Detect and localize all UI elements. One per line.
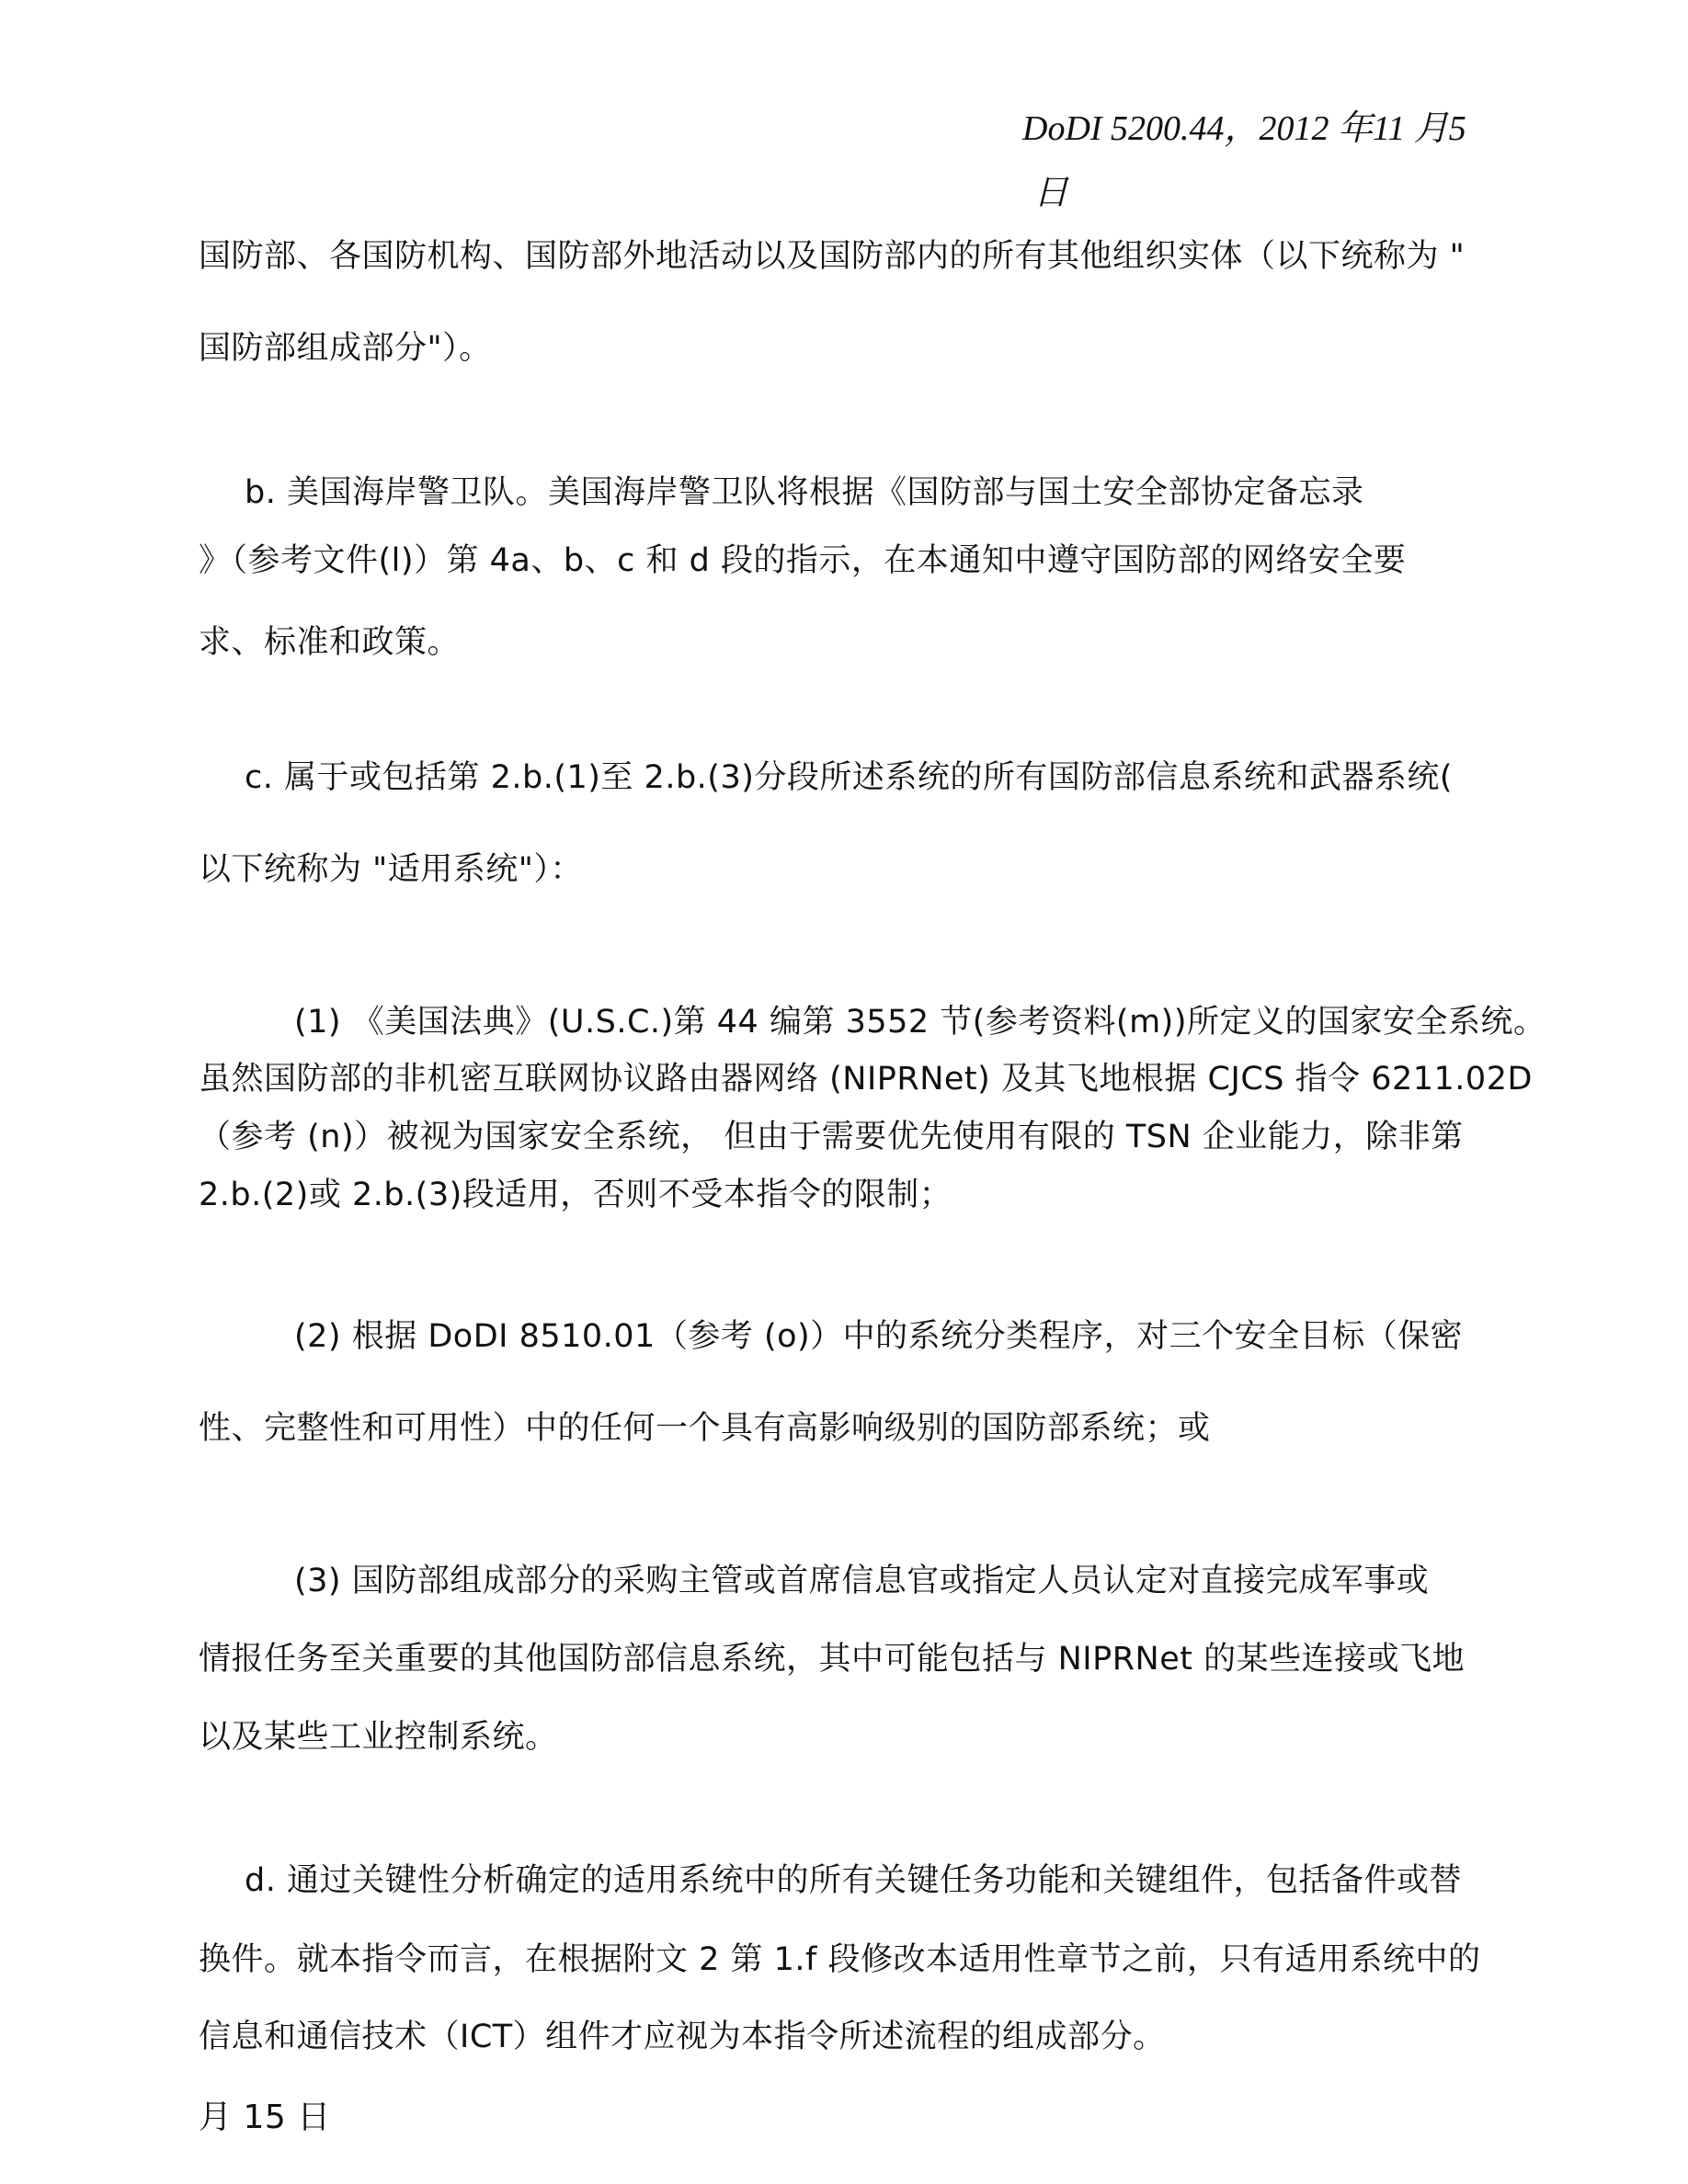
subparagraph-1-line-3: （参考 (n)）被视为国家安全系统， 但由于需要优先使用有限的 TSN 企业能力，除非第	[199, 1119, 1464, 1155]
header-citation: DoDI 5200.44，2012 年11 月5	[1022, 109, 1466, 148]
paragraph-a-line-1: 国防部、各国防机构、国防部外地活动以及国防部内的所有其他组织实体（以下统称为 "	[199, 238, 1466, 275]
subparagraph-1-line-2: 虽然国防部的非机密互联网协议路由器网络 (NIPRNet) 及其飞地根据 CJCS 指令 6211.02D	[199, 1061, 1533, 1098]
paragraph-a-line-2: 国防部组成部分"）。	[199, 330, 492, 367]
paragraph-d-line-2: 换件。就本指令而言，在根据附文 2 第 1.f 段修改本适用性章节之前，只有适用系统中的	[199, 1941, 1481, 1978]
page-footer: 月 15 日	[199, 2099, 331, 2136]
subparagraph-2-line-1: (2) 根据 DoDI 8510.01（参考 (o)）中的系统分类程序，对三个安全目标（保密	[294, 1318, 1464, 1355]
subparagraph-3-line-2: 情报任务至关重要的其他国防部信息系统，其中可能包括与 NIPRNet 的某些连接或飞地	[199, 1641, 1466, 1678]
paragraph-d-line-3: 信息和通信技术（ICT）组件才应视为本指令所述流程的组成部分。	[199, 2019, 1166, 2055]
subparagraph-3-line-3: 以及某些工业控制系统。	[199, 1719, 558, 1756]
subparagraph-2-line-2: 性、完整性和可用性）中的任何一个具有高影响级别的国防部系统；或	[199, 1410, 1211, 1447]
subparagraph-1-line-4: 2.b.(2)或 2.b.(3)段适用，否则不受本指令的限制；	[199, 1177, 952, 1213]
header-citation-day: 日	[1033, 174, 1069, 212]
subparagraph-3-line-1: (3) 国防部组成部分的采购主管或首席信息官或指定人员认定对直接完成军事或	[294, 1563, 1430, 1599]
subparagraph-1-line-1: (1) 《美国法典》(U.S.C.)第 44 编第 3552 节(参考资料(m))所定义的国家安全系统。	[294, 1004, 1546, 1041]
paragraph-c-line-1: c. 属于或包括第 2.b.(1)至 2.b.(3)分段所述系统的所有国防部信息系统和武器系统(	[245, 759, 1454, 796]
paragraph-b-line-1: b. 美国海岸警卫队。美国海岸警卫队将根据《国防部与国土安全部协定备忘录	[245, 474, 1364, 511]
paragraph-d-line-1: d. 通过关键性分析确定的适用系统中的所有关键任务功能和关键组件，包括备件或替	[245, 1862, 1462, 1899]
paragraph-b-line-2: 》（参考文件(l)）第 4a、b、c 和 d 段的指示，在本通知中遵守国防部的网络安全要	[199, 542, 1407, 579]
paragraph-c-line-2: 以下统称为 "适用系统"）：	[199, 851, 583, 888]
paragraph-b-line-3: 求、标准和政策。	[199, 624, 461, 661]
